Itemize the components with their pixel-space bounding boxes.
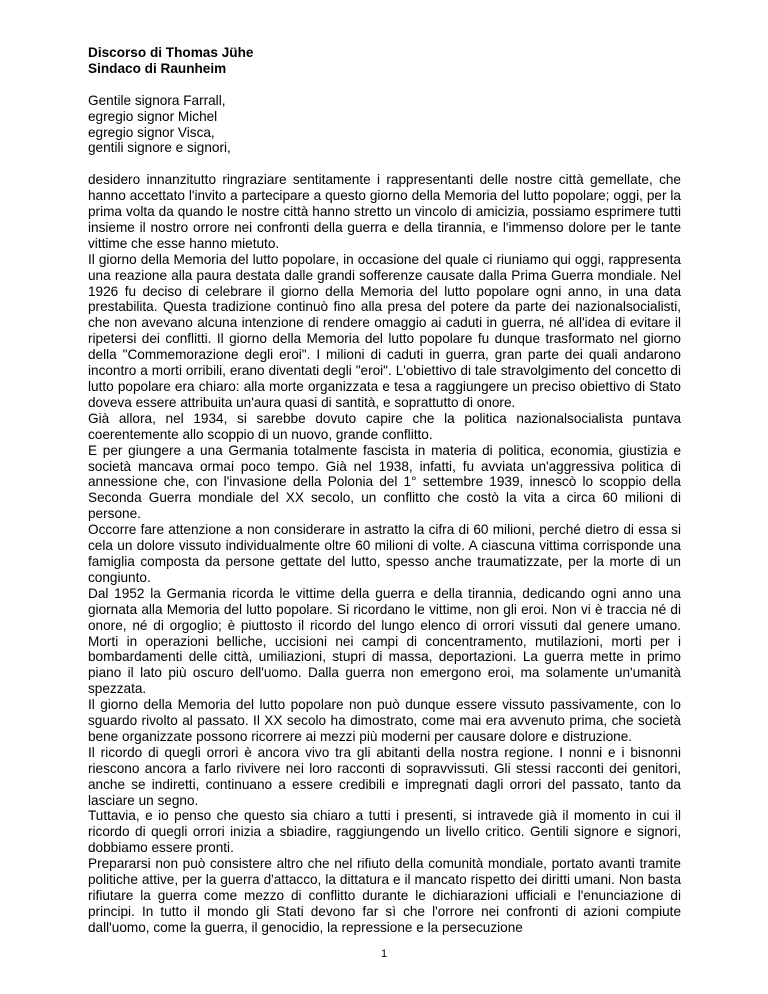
paragraph: Occorre fare attenzione a non considerare in astratto la cifra di 60 milioni, perché dietro di essa si cela un dolore vissuto individualmente oltre 60 milioni di volte. A ciascuna vittima corrisponde una famiglia composta da persone gettate del lutto, spesso anche traumatizzate, per la morte di un congiunto.: [88, 522, 681, 585]
salutation-line: Gentile signora Farrall,: [88, 92, 226, 108]
paragraph: E per giungere a una Germania totalmente fascista in materia di politica, economia, giustizia e società mancava ormai poco tempo. Già nel 1938, infatti, fu avviata un'aggressiva politica di annessione che, con l'invasione della Polonia del 1° settembre 1939, innescò lo scoppio della Seconda Guerra mondiale del XX secolo, un conflitto che costò la vita a circa 60 milioni di persone.: [88, 442, 681, 522]
document-body: [88, 45, 681, 936]
paragraph: Il giorno della Memoria del lutto popolare non può dunque essere vissuto passivamente, con lo sguardo rivolto al passato. Il XX secolo ha dimostrato, come mai era avvenuto prima, che società bene organizzate possono ricorrere ai mezzi più moderni per causare dolore e distruzione.: [88, 697, 681, 744]
blank-line: [88, 156, 681, 172]
speaker-role: Sindaco di Raunheim: [88, 60, 227, 76]
paragraph: desidero innanzitutto ringraziare sentitamente i rappresentanti delle nostre città gemellate, che hanno accettato l'invito a partecipare a questo giorno della Memoria del lutto popolare; oggi, per la prima volta da quando le nostre città hanno stretto un vincolo di amicizia, possiamo esprimere tutti insieme il nostro orrore nei confronti della guerra e della tirannia, e l'immenso dolore per le tante vittime che esse hanno mietuto.: [88, 172, 681, 251]
paragraph: Già allora, nel 1934, si sarebbe dovuto capire che la politica nazionalsocialista puntava coerentemente allo scoppio di un nuovo, grande conflitto.: [88, 410, 681, 442]
salutation-line: egregio signor Visca,: [88, 124, 215, 140]
salutation-line: egregio signor Michel: [88, 108, 218, 124]
salutation-block: [88, 93, 681, 157]
salutation-line: gentili signore e signori,: [88, 140, 231, 156]
paragraph: Dal 1952 la Germania ricorda le vittime della guerra e della tirannia, dedicando ogni anno una giornata alla Memoria del lutto popolare. Si ricordano le vittime, non gli eroi. Non vi è traccia né di onore, né di orgoglio; è piuttosto il ricordo del lungo elenco di orrori vissuti dal genere umano. Morti in operazioni belliche, uccisioni nei campi di concentramento, mutilazioni, morti per i bombardamenti delle città, umiliazioni, stupri di massa, deportazioni. La guerra mette in primo piano il lato più oscuro dell'uomo. Dalla guerra non emergono eroi, ma solamente un'umanità spezzata.: [88, 585, 681, 697]
speech-title: Discorso di Thomas Jühe: [88, 45, 254, 60]
paragraph: Prepararsi non può consistere altro che nel rifiuto della comunità mondiale, portato avanti tramite politiche attive, per la guerra d'attacco, la dittatura e il mancato rispetto dei diritti umani. Non basta rifiutare la guerra come mezzo di conflitto durante le dichiarazioni ufficiali e l'enunciazione di principi. In tutto il mondo gli Stati devono far sì che l'orrore nei confronti di azioni compiute dall'uomo, come la guerra, il genocidio, la repressione e la persecuzione: [88, 856, 681, 935]
paragraph: Il ricordo di quegli orrori è ancora vivo tra gli abitanti della nostra regione. I nonni e i bisnonni riescono ancora a farlo rivivere nei loro racconti di sopravvissuti. Gli stessi racconti dei genitori, anche se indiretti, continuano a essere credibili e impregnati dagli orrori del passato, tanto da lasciare un segno.: [88, 744, 681, 808]
paragraph: Tuttavia, e io penso che questo sia chiaro a tutti i presenti, si intravede già il momento in cui il ricordo di quegli orrori inizia a sbiadire, raggiungendo un livello critico. Gentili signore e signori, dobbiamo essere pronti.: [88, 808, 681, 856]
blank-line: [88, 77, 681, 93]
paragraph: Il giorno della Memoria del lutto popolare, in occasione del quale ci riuniamo qui oggi, rappresenta una reazione alla paura destata dalle grandi sofferenze causate dalla Prima Guerra mondiale. Nel 1926 fu deciso di celebrare il giorno della Memoria del lutto popolare ogni anno, in una data prestabilita. Questa tradizione continuò fino alla presa del potere da parte dei nazionalsocialisti, che non avevano alcuna intenzione di rendere omaggio ai caduti in guerra, né all'idea di evitare il ripetersi dei conflitti. Il giorno della Memoria del lutto popolare fu dunque trasformato nel giorno della "Commemorazione degli eroi". I milioni di caduti in guerra, gran parte dei quali andarono incontro a morti orribili, erano diventati degli "eroi". L'obiettivo di tale stravolgimento del concetto di lutto popolare era chiaro: alla morte organizzata e tesa a raggiungere un preciso obiettivo di Stato doveva essere attribuita un'aura quasi di santità, e soprattutto di onore.: [88, 251, 681, 410]
page-number: 1: [380, 948, 388, 960]
